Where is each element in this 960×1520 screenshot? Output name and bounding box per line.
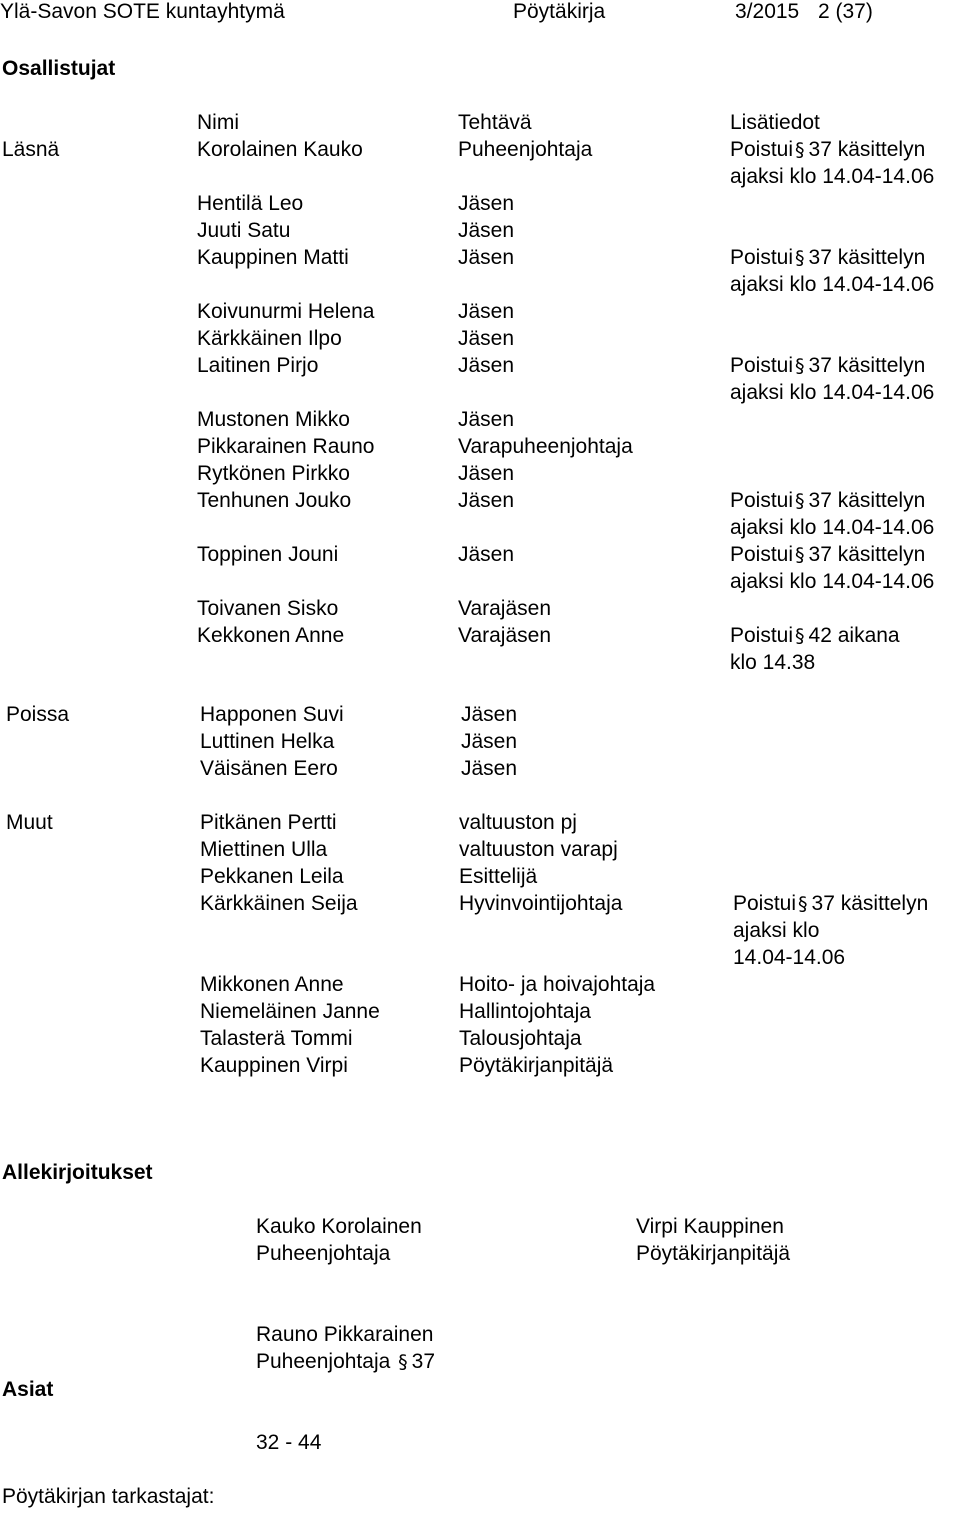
participant-note bbox=[730, 352, 925, 380]
note-text: Poistui bbox=[730, 543, 794, 566]
participant-name: Toivanen Sisko bbox=[197, 597, 339, 620]
note-text: ajaksi klo 14.04-14.06 bbox=[730, 273, 935, 296]
section-symbol: § bbox=[398, 1351, 408, 1373]
section-symbol: § bbox=[798, 893, 808, 915]
signature-3-role-line bbox=[256, 1348, 435, 1376]
section-symbol: § bbox=[795, 625, 805, 647]
note-text: Poistui bbox=[730, 246, 794, 269]
participant-role: Varajäsen bbox=[458, 624, 552, 647]
participant-role: Jäsen bbox=[458, 219, 515, 242]
signature-3-section-number: 37 bbox=[411, 1350, 435, 1373]
signature-1-role: Puheenjohtaja bbox=[256, 1242, 391, 1265]
participant-name: Laitinen Pirjo bbox=[197, 354, 319, 377]
signature-1-name: Kauko Korolainen bbox=[256, 1215, 422, 1238]
section-symbol: § bbox=[795, 490, 805, 512]
col-header-role: Tehtävä bbox=[458, 111, 532, 134]
participant-name: Väisänen Eero bbox=[200, 757, 338, 780]
note-text: ajaksi klo 14.04-14.06 bbox=[730, 516, 935, 539]
participant-role: Varajäsen bbox=[458, 597, 552, 620]
asiat-range: 32 - 44 bbox=[256, 1431, 322, 1454]
participant-role: Jäsen bbox=[458, 489, 515, 512]
signature-2-name: Virpi Kauppinen bbox=[636, 1215, 784, 1238]
section-symbol: § bbox=[795, 355, 805, 377]
note-text: Poistui bbox=[730, 138, 794, 161]
participant-role: Jäsen bbox=[458, 354, 515, 377]
note-text: klo 14.38 bbox=[730, 651, 816, 674]
note-text: Poistui bbox=[730, 489, 794, 512]
lasna-label: Läsnä bbox=[2, 138, 60, 161]
signature-3-name: Rauno Pikkarainen bbox=[256, 1323, 434, 1346]
participant-role: Pöytäkirjanpitäjä bbox=[459, 1054, 614, 1077]
note-text: 37 käsittelyn bbox=[808, 543, 926, 566]
signature-3-role: Puheenjohtaja bbox=[256, 1350, 391, 1373]
participant-name: Pitkänen Pertti bbox=[200, 811, 337, 834]
participant-role: Esittelijä bbox=[459, 865, 538, 888]
col-header-info: Lisätiedot bbox=[730, 111, 820, 134]
note-text: ajaksi klo 14.04-14.06 bbox=[730, 381, 935, 404]
participant-role: Hoito- ja hoivajohtaja bbox=[459, 973, 656, 996]
participant-role: Jäsen bbox=[458, 543, 515, 566]
participant-role: Jäsen bbox=[458, 300, 515, 323]
participant-role: Hyvinvointijohtaja bbox=[459, 892, 623, 915]
tarkastajat-label: Pöytäkirjan tarkastajat: bbox=[2, 1485, 215, 1508]
section-symbol: § bbox=[795, 139, 805, 161]
participant-name: Kauppinen Virpi bbox=[200, 1054, 348, 1077]
participant-name: Niemeläinen Janne bbox=[200, 1000, 380, 1023]
note-text: ajaksi klo 14.04-14.06 bbox=[730, 570, 935, 593]
participant-note bbox=[730, 244, 925, 272]
note-text: ajaksi klo bbox=[733, 919, 820, 942]
participant-role: Jäsen bbox=[458, 462, 515, 485]
participant-role: Jäsen bbox=[458, 246, 515, 269]
header-doc-type: Pöytäkirja bbox=[513, 0, 606, 23]
participant-role: Jäsen bbox=[461, 730, 518, 753]
participant-note bbox=[730, 541, 925, 569]
participant-role: Puheenjohtaja bbox=[458, 138, 593, 161]
participant-role: valtuuston varapj bbox=[459, 838, 618, 861]
section-symbol: § bbox=[795, 544, 805, 566]
asiat-label: Asiat bbox=[2, 1378, 54, 1401]
participant-name: Koivunurmi Helena bbox=[197, 300, 375, 323]
allekirjoitukset-heading: Allekirjoitukset bbox=[2, 1161, 153, 1184]
header-page: 2 (37) bbox=[818, 0, 873, 23]
osallistujat-heading: Osallistujat bbox=[2, 57, 116, 80]
note-text: 42 aikana bbox=[808, 624, 900, 647]
participant-note bbox=[730, 136, 925, 164]
participant-name: Juuti Satu bbox=[197, 219, 291, 242]
note-text: 37 käsittelyn bbox=[811, 892, 929, 915]
participant-name: Luttinen Helka bbox=[200, 730, 335, 753]
participant-name: Tenhunen Jouko bbox=[197, 489, 352, 512]
participant-role: Hallintojohtaja bbox=[459, 1000, 591, 1023]
participant-role: Jäsen bbox=[458, 327, 515, 350]
participant-role: Talousjohtaja bbox=[459, 1027, 582, 1050]
participant-name: Mikkonen Anne bbox=[200, 973, 344, 996]
participant-note bbox=[730, 622, 900, 650]
participant-role: Jäsen bbox=[461, 703, 518, 726]
participant-name: Hentilä Leo bbox=[197, 192, 304, 215]
participant-name: Kärkkäinen Seija bbox=[200, 892, 358, 915]
participant-name: Happonen Suvi bbox=[200, 703, 344, 726]
participant-name: Miettinen Ulla bbox=[200, 838, 328, 861]
participant-role: Varapuheenjohtaja bbox=[458, 435, 633, 458]
participant-name: Talasterä Tommi bbox=[200, 1027, 353, 1050]
note-text: Poistui bbox=[733, 892, 797, 915]
participant-name: Korolainen Kauko bbox=[197, 138, 363, 161]
participant-name: Pikkarainen Rauno bbox=[197, 435, 375, 458]
header-org: Ylä-Savon SOTE kuntayhtymä bbox=[0, 0, 285, 23]
note-text: 14.04-14.06 bbox=[733, 946, 846, 969]
participant-name: Toppinen Jouni bbox=[197, 543, 339, 566]
note-text: 37 käsittelyn bbox=[808, 354, 926, 377]
note-text: Poistui bbox=[730, 624, 794, 647]
participant-role: Jäsen bbox=[461, 757, 518, 780]
participant-name: Mustonen Mikko bbox=[197, 408, 350, 431]
note-text: 37 käsittelyn bbox=[808, 489, 926, 512]
col-header-name: Nimi bbox=[197, 111, 239, 134]
note-text: 37 käsittelyn bbox=[808, 138, 926, 161]
note-text: Poistui bbox=[730, 354, 794, 377]
poissa-label: Poissa bbox=[6, 703, 70, 726]
note-text: ajaksi klo 14.04-14.06 bbox=[730, 165, 935, 188]
signature-2-role: Pöytäkirjanpitäjä bbox=[636, 1242, 791, 1265]
participant-role: valtuuston pj bbox=[459, 811, 577, 834]
participant-name: Kärkkäinen Ilpo bbox=[197, 327, 342, 350]
participant-role: Jäsen bbox=[458, 408, 515, 431]
participant-name: Kekkonen Anne bbox=[197, 624, 345, 647]
participant-note bbox=[730, 487, 925, 515]
muut-label: Muut bbox=[6, 811, 53, 834]
participant-name: Rytkönen Pirkko bbox=[197, 462, 350, 485]
note-text: 37 käsittelyn bbox=[808, 246, 926, 269]
header-number: 3/2015 bbox=[735, 0, 800, 23]
section-symbol: § bbox=[795, 247, 805, 269]
participant-note bbox=[733, 890, 928, 918]
participant-name: Kauppinen Matti bbox=[197, 246, 349, 269]
participant-role: Jäsen bbox=[458, 192, 515, 215]
participant-name: Pekkanen Leila bbox=[200, 865, 344, 888]
